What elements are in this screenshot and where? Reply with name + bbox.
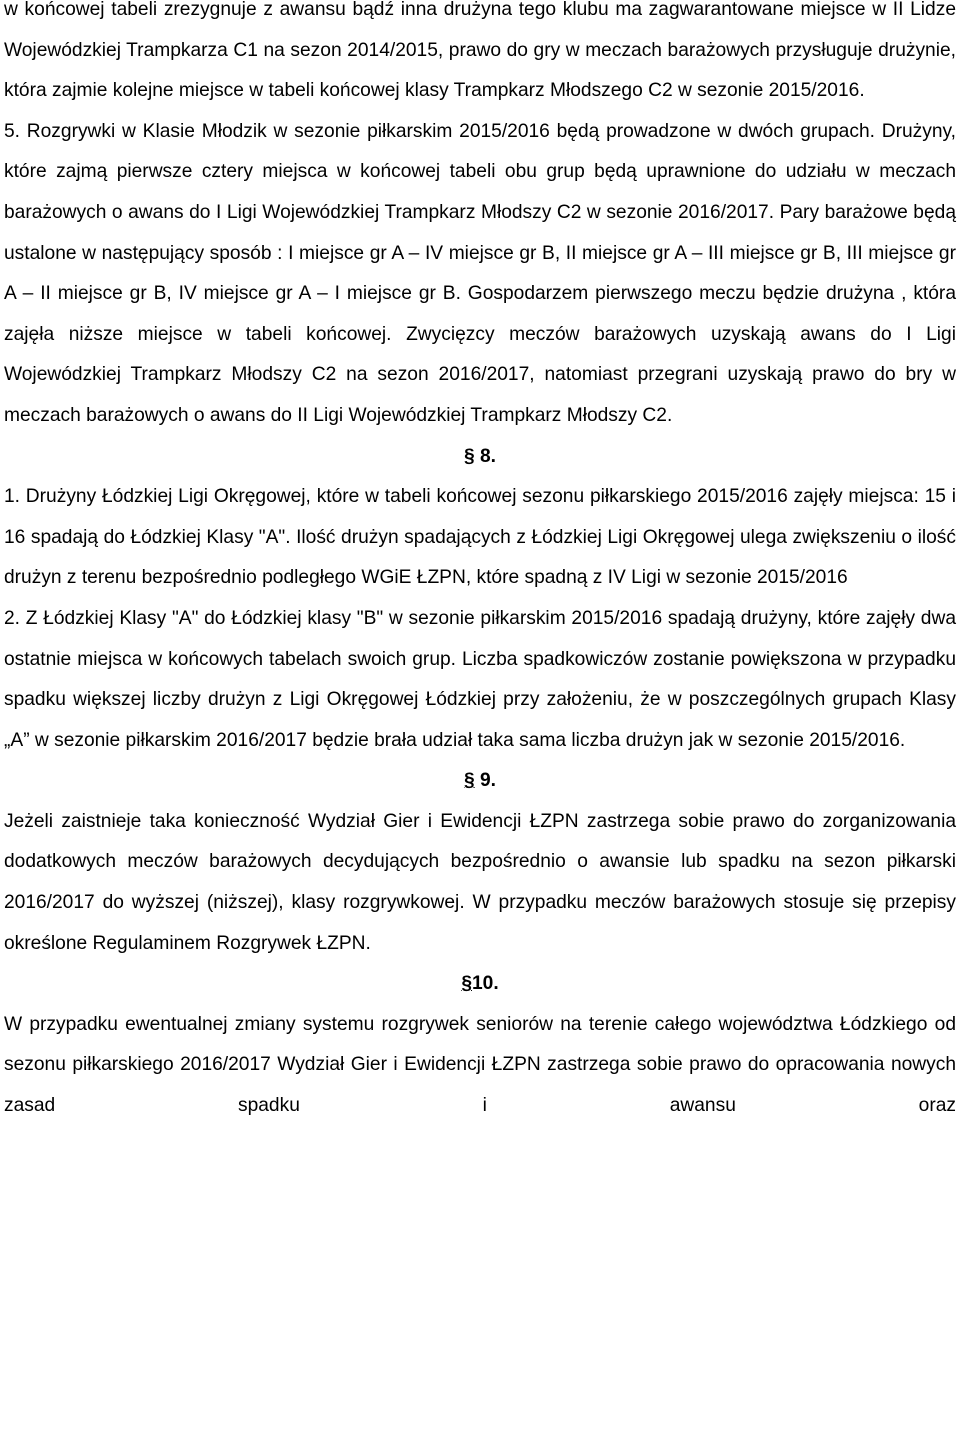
section-number: 8. bbox=[474, 445, 496, 467]
paragraph-10: W przypadku ewentualnej zmiany systemu rozgrywek seniorów na terenie całego województwa Łódzkiego od sezonu piłkarskiego 2016/2017 Wydział Gier i Ewidencji ŁZPN zastrzega sobie prawo do opracowania nowych zasad spadku i awansu oraz bbox=[4, 1013, 956, 1117]
section-symbol: § bbox=[461, 973, 472, 995]
section-number: 9. bbox=[474, 770, 496, 792]
section-10-heading bbox=[4, 964, 956, 1005]
section-symbol: § bbox=[463, 770, 475, 792]
paragraph-9: Jeżeli zaistnieje taka konieczność Wydział Gier i Ewidencji ŁZPN zastrzega sobie prawo do zorganizowania dodatkowych meczów barażowych decydujących bezpośrednio o awansie lub spadku na sezon piłkarski 2016/2017 do wyższej (niższej), klasy rozgrywkowej. W przypadku meczów barażowych stosuje się przepisy określone Regulaminem Rozgrywek ŁZPN. bbox=[4, 810, 956, 954]
section-9-heading bbox=[4, 761, 956, 802]
paragraph-8-2: 2. Z Łódzkiej Klasy "A" do Łódzkiej klasy "B" w sezonie piłkarskim 2015/2016 spadają drużyny, które zajęły dwa ostatnie miejsca w końcowych tabelach swoich grup. Liczba spadkowiczów zostanie powiększona w przypadku spadku większej liczby drużyn z Ligi Okręgowej Łódzkiej przy założeniu, że w poszczególnych grupach Klasy „A” w sezonie piłkarskim 2016/2017 będzie brała udział taka sama liczba drużyn jak w sezonie 2015/2016. bbox=[4, 607, 956, 751]
paragraph-8-1: 1. Drużyny Łódzkiej Ligi Okręgowej, które w tabeli końcowej sezonu piłkarskiego 2015/2016 zajęły miejsca: 15 i 16 spadają do Łódzkiej Klasy "A". Ilość drużyn spadających z Łódzkiej Ligi Okręgowej ulega zwiększeniu o ilość drużyn z terenu bezpośrednio podległego WGiE ŁZPN, które spadną z IV Ligi w sezonie 2015/2016 bbox=[4, 486, 956, 589]
section-8-heading bbox=[4, 437, 956, 478]
section-symbol: § bbox=[463, 445, 475, 467]
paragraph-5: 5. Rozgrywki w Klasie Młodzik w sezonie piłkarskim 2015/2016 będą prowadzone w dwóch grupach. Drużyny, które zajmą pierwsze cztery miejsca w końcowej tabeli obu grup będą uprawnione do udziału w meczach barażowych o awans do I Ligi Wojewódzkiej Trampkarz Młodszy C2 w sezonie 2016/2017. Pary barażowe będą ustalone w następujący sposób : I miejsce gr A – IV miejsce gr B, II miejsce gr A – III miejsce gr B, III miejsce gr A – II miejsce gr B, IV miejsce gr A – I miejsce gr B. Gospodarzem pierwszego meczu będzie drużyna , która zajęła niższe miejsce w tabeli końcowej. Zwycięzcy meczów barażowych uzyskają awans do I Ligi Wojewódzkiej Trampkarz Młodszy C2 na sezon 2016/2017, natomiast przegrani uzyskają prawo do bry w meczach barażowych o awans do II Ligi Wojewódzkiej Trampkarz Młodszy C2. bbox=[4, 120, 956, 426]
section-number: 10. bbox=[471, 973, 499, 995]
paragraph-intro: w końcowej tabeli zrezygnuje z awansu bądź inna drużyna tego klubu ma zagwarantowane miejsce w II Lidze Wojewódzkiej Trampkarza C1 na sezon 2014/2015, prawo do gry w meczach barażowych przysługuje drużynie, która zajmie kolejne miejsce w tabeli końcowej klasy Trampkarz Młodszego C2 w sezonie 2015/2016. bbox=[4, 0, 956, 102]
